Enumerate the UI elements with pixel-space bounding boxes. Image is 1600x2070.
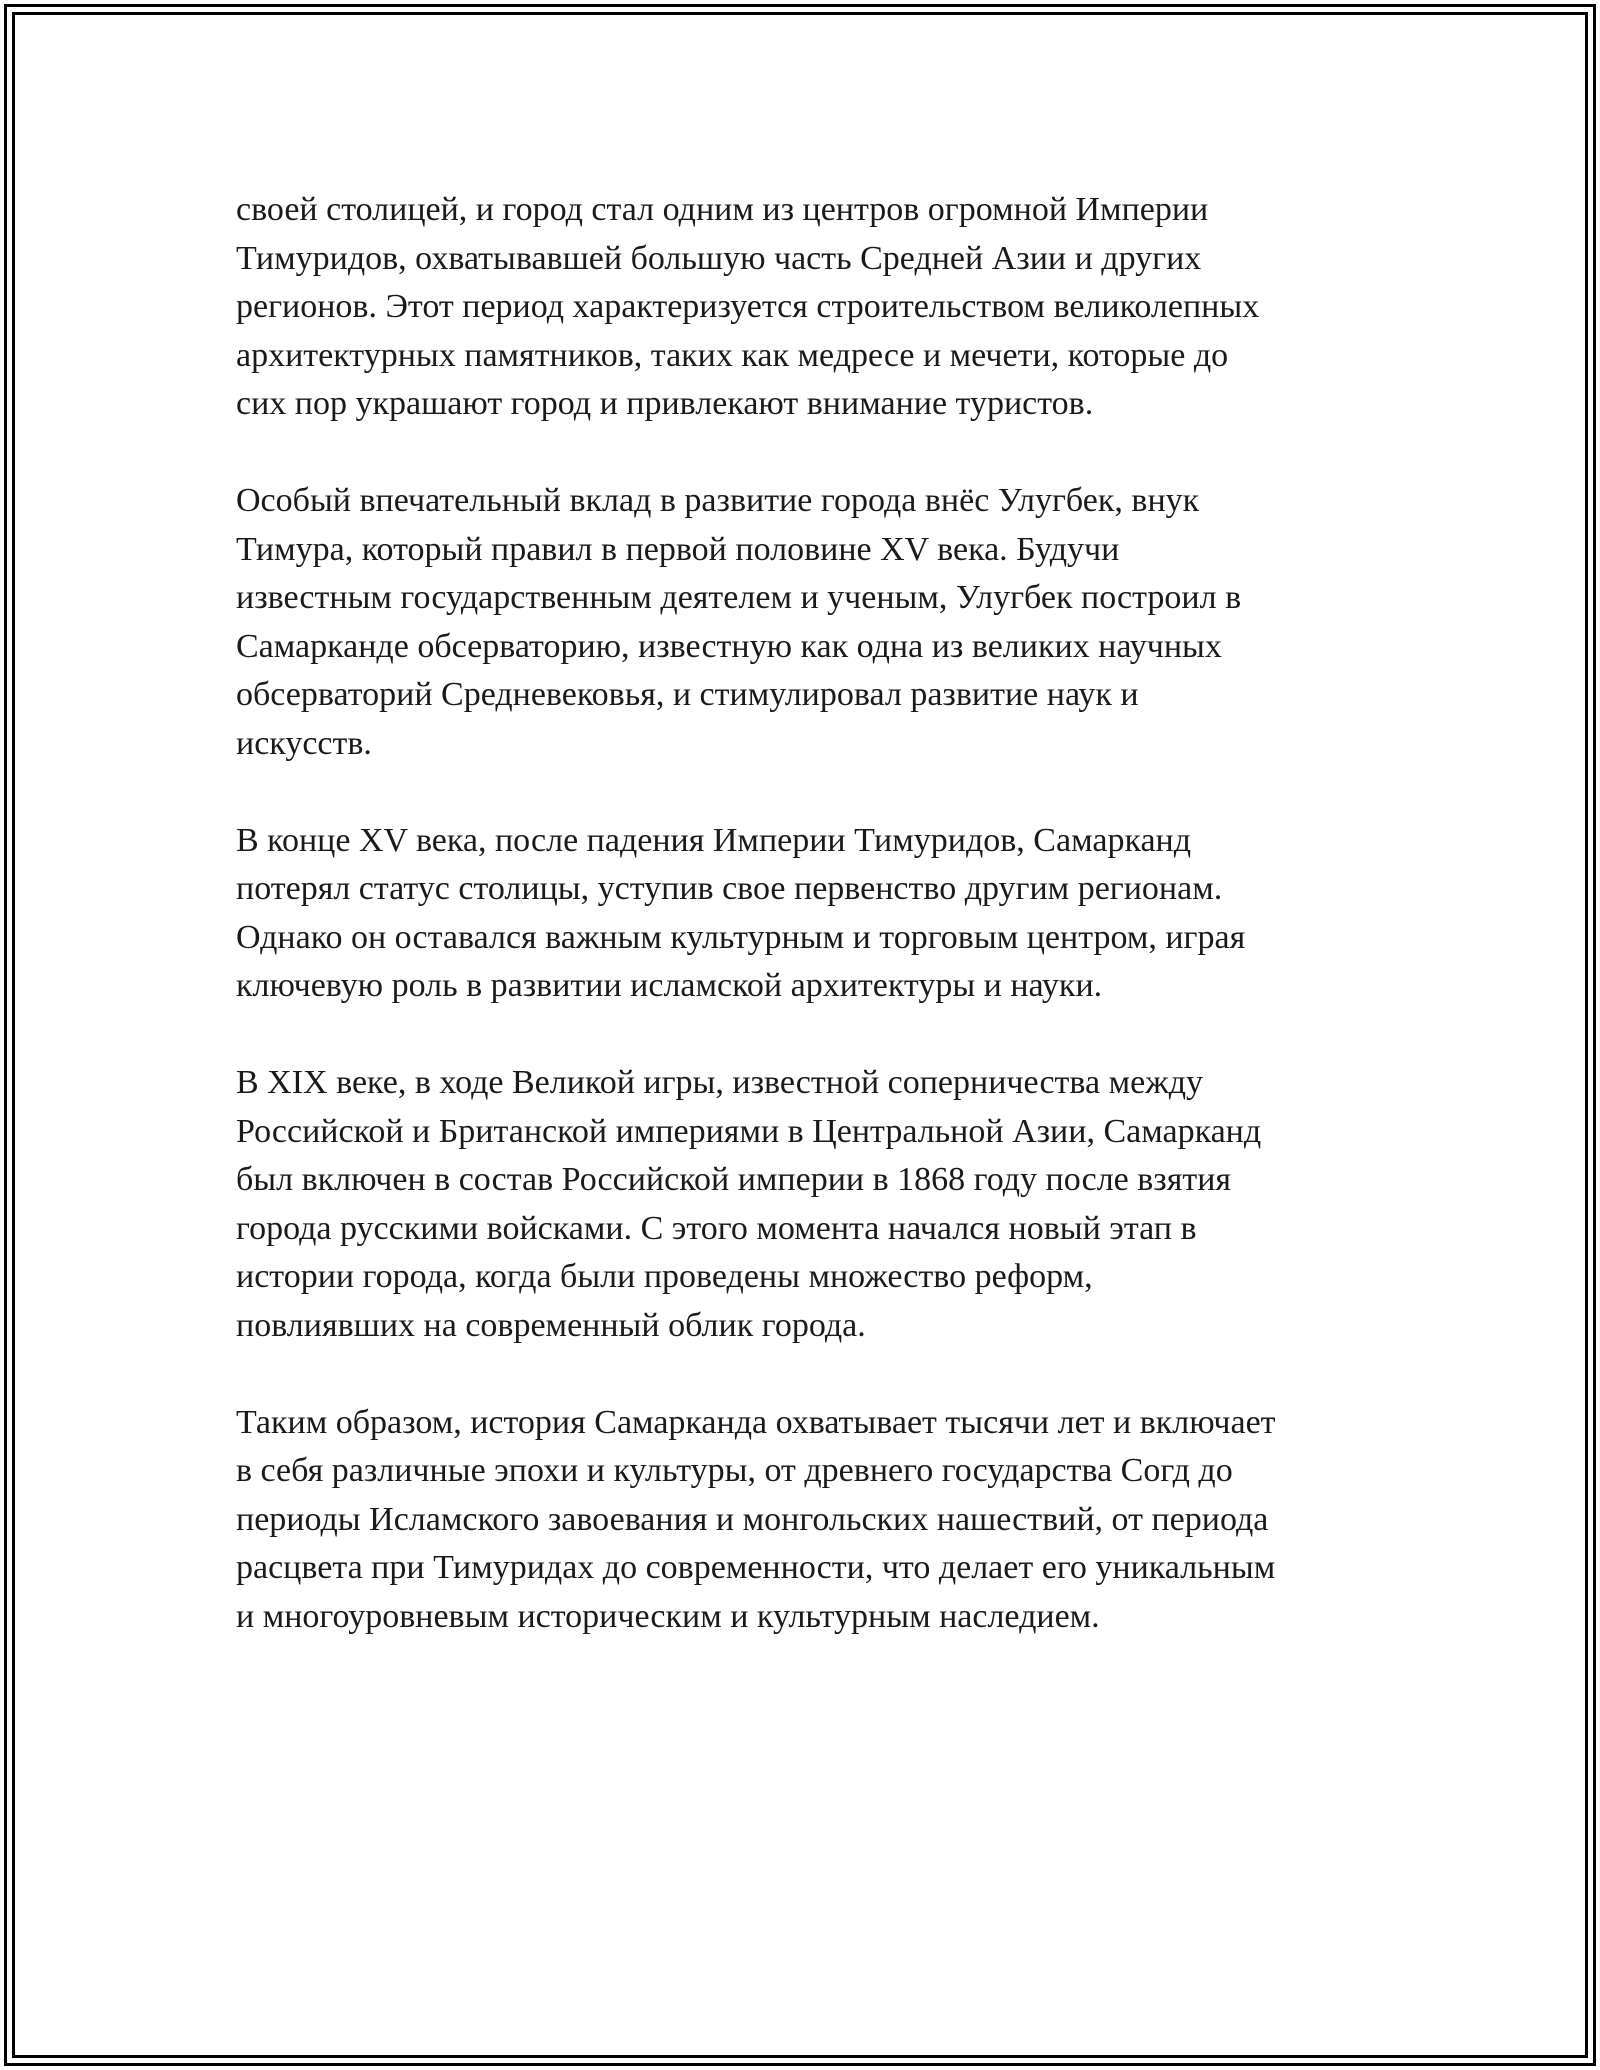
text-line: потерял статус столицы, уступив свое первенство другим регионам.	[236, 870, 1223, 907]
text-line: был включен в состав Российской империи в 1868 году после взятия	[236, 1161, 1232, 1198]
text-line: Таким образом, история Самарканда охватывает тысячи лет и включает	[236, 1403, 1276, 1441]
text-line: В конце XV века, после падения Империи Тимуридов, Самарканд	[236, 821, 1192, 859]
text-line: в себя различные эпохи и культуры, от древнего государства Согд до	[236, 1452, 1233, 1489]
text-line: известным государственным деятелем и ученым, Улугбек построил в	[236, 579, 1242, 616]
text-line: регионов. Этот период характеризуется строительством великолепных	[236, 288, 1260, 325]
text-line: сих пор украшают город и привлекают внимание туристов.	[236, 385, 1094, 422]
text-line: расцвета при Тимуридах до современности, что делает его уникальным	[236, 1549, 1276, 1586]
text-line: повлиявших на современный облик города.	[236, 1306, 866, 1344]
paragraph-conclusion	[236, 1399, 1376, 1642]
text-line: Самарканде обсерваторию, известную как одна из великих научных	[236, 627, 1222, 665]
paragraph-timurid-capital	[236, 186, 1376, 429]
paragraph-ulugbek	[236, 477, 1376, 768]
text-line: Тимура, который правил в первой половине XV века. Будучи	[236, 530, 1120, 568]
text-line: архитектурных памятников, таких как медресе и мечети, которые до	[236, 336, 1229, 374]
paragraph-late-15th-century	[236, 817, 1376, 1011]
text-line: города русскими войсками. С этого момента начался новый этап в	[236, 1209, 1197, 1247]
text-line: ключевую роль в развитии исламской архитектуры и науки.	[236, 967, 1103, 1004]
text-line: Тимуридов, охватывавшей большую часть Средней Азии и других	[236, 239, 1202, 277]
text-line: периоды Исламского завоевания и монгольских нашествий, от периода	[236, 1500, 1269, 1538]
text-line: обсерваторий Средневековья, и стимулировал развитие наук и	[236, 676, 1139, 713]
text-line: своей столицей, и город стал одним из центров огромной Империи	[236, 191, 1209, 228]
text-line: истории города, когда были проведены множество реформ,	[236, 1258, 1093, 1295]
text-line: Российской и Британской империями в Центральной Азии, Самарканд	[236, 1112, 1262, 1150]
text-line: и многоуровневым историческим и культурным наследием.	[236, 1597, 1100, 1635]
paragraph-19th-century	[236, 1059, 1376, 1350]
document-body	[236, 186, 1376, 1690]
text-line: В XIX веке, в ходе Великой игры, известной соперничества между	[236, 1064, 1203, 1101]
text-line: Однако он оставался важным культурным и торговым центром, играя	[236, 918, 1246, 956]
text-line: искусств.	[236, 724, 372, 762]
text-line: Особый впечательный вклад в развитие города внёс Улугбек, внук	[236, 482, 1200, 519]
